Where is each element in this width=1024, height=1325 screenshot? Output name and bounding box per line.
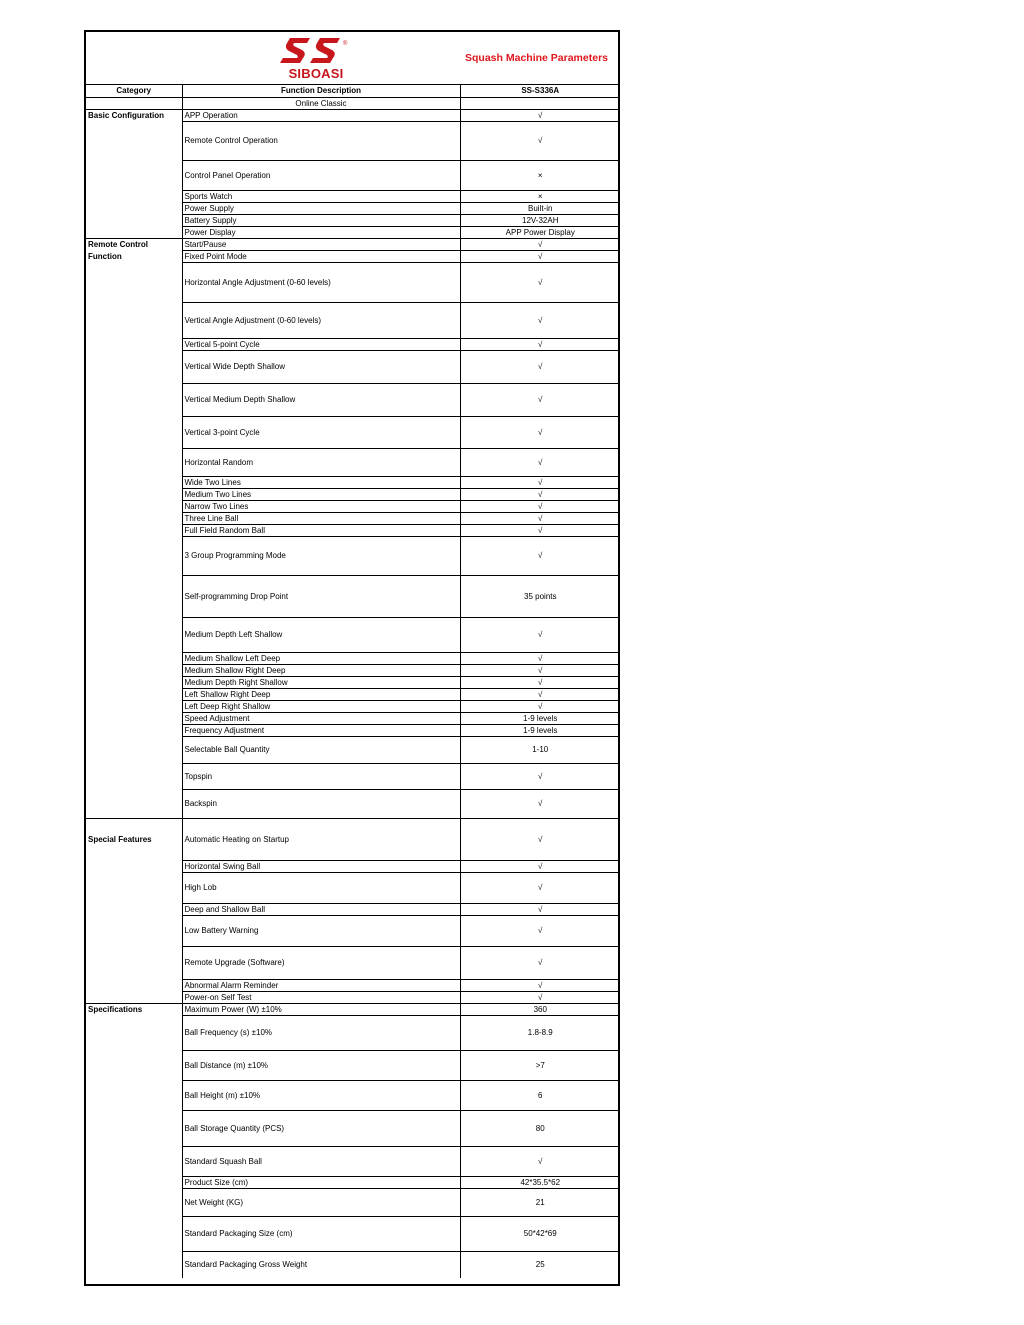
table-row — [86, 536, 620, 575]
category-cell: Specifications — [86, 1003, 182, 1015]
table-header-row — [86, 85, 620, 97]
function-cell: Ball Frequency (s) ±10% — [182, 1015, 460, 1050]
value-cell: √ — [460, 688, 620, 700]
table-row — [86, 476, 620, 488]
table-row — [86, 238, 620, 250]
value-cell: × — [460, 190, 620, 202]
function-cell: Online Classic — [182, 97, 460, 109]
table-row — [86, 617, 620, 652]
function-cell: Sports Watch — [182, 190, 460, 202]
category-cell — [86, 617, 182, 652]
table-row — [86, 872, 620, 903]
category-cell — [86, 915, 182, 946]
function-cell: Narrow Two Lines — [182, 500, 460, 512]
category-cell — [86, 202, 182, 214]
category-cell — [86, 121, 182, 160]
value-cell: √ — [460, 109, 620, 121]
table-row — [86, 488, 620, 500]
function-cell: Remote Control Operation — [182, 121, 460, 160]
category-cell: Function — [86, 250, 182, 262]
category-cell: Remote Control — [86, 238, 182, 250]
function-cell: Backspin — [182, 789, 460, 818]
function-cell: Maximum Power (W) ±10% — [182, 1003, 460, 1015]
table-row — [86, 712, 620, 724]
table-row — [86, 97, 620, 109]
value-cell: √ — [460, 488, 620, 500]
category-cell — [86, 575, 182, 617]
value-cell: 1.8-8.9 — [460, 1015, 620, 1050]
table-row — [86, 664, 620, 676]
value-cell: × — [460, 160, 620, 190]
table-row — [86, 226, 620, 238]
value-cell: √ — [460, 500, 620, 512]
value-cell: 1-9 levels — [460, 724, 620, 736]
value-cell: √ — [460, 979, 620, 991]
table-row — [86, 736, 620, 763]
function-cell: Horizontal Swing Ball — [182, 860, 460, 872]
category-cell — [86, 500, 182, 512]
function-cell: Fixed Point Mode — [182, 250, 460, 262]
value-cell: √ — [460, 524, 620, 536]
function-cell: Abnormal Alarm Reminder — [182, 979, 460, 991]
function-cell: Control Panel Operation — [182, 160, 460, 190]
category-cell — [86, 724, 182, 736]
function-cell: Wide Two Lines — [182, 476, 460, 488]
table-row — [86, 524, 620, 536]
table-row — [86, 1176, 620, 1188]
value-cell: √ — [460, 302, 620, 338]
table-row — [86, 724, 620, 736]
function-cell: Net Weight (KG) — [182, 1188, 460, 1216]
svg-text:®: ® — [343, 41, 348, 47]
value-cell: 25 — [460, 1251, 620, 1278]
value-cell: >7 — [460, 1050, 620, 1080]
table-row — [86, 214, 620, 226]
category-cell — [86, 512, 182, 524]
category-cell — [86, 524, 182, 536]
spec-sheet — [84, 30, 620, 1286]
value-cell: √ — [460, 121, 620, 160]
function-cell: Deep and Shallow Ball — [182, 903, 460, 915]
value-cell: √ — [460, 700, 620, 712]
table-row — [86, 500, 620, 512]
category-cell — [86, 789, 182, 818]
category-cell — [86, 860, 182, 872]
table-row — [86, 1216, 620, 1251]
category-cell — [86, 160, 182, 190]
function-cell: Power-on Self Test — [182, 991, 460, 1003]
table-row — [86, 915, 620, 946]
function-cell: Medium Depth Left Shallow — [182, 617, 460, 652]
table-row — [86, 160, 620, 190]
function-cell: Three Line Ball — [182, 512, 460, 524]
function-cell: Medium Two Lines — [182, 488, 460, 500]
function-cell: Product Size (cm) — [182, 1176, 460, 1188]
table-row — [86, 700, 620, 712]
table-body — [86, 97, 620, 1278]
value-cell: √ — [460, 350, 620, 383]
function-cell: Medium Depth Right Shallow — [182, 676, 460, 688]
table-row — [86, 338, 620, 350]
value-cell: √ — [460, 818, 620, 860]
function-cell: Self-programming Drop Point — [182, 575, 460, 617]
category-cell — [86, 190, 182, 202]
table-row — [86, 1050, 620, 1080]
value-cell: 42*35.5*62 — [460, 1176, 620, 1188]
value-cell: √ — [460, 652, 620, 664]
table-row — [86, 763, 620, 789]
function-cell: APP Operation — [182, 109, 460, 121]
value-cell: Built-in — [460, 202, 620, 214]
category-cell — [86, 97, 182, 109]
value-cell: √ — [460, 946, 620, 979]
category-cell — [86, 1146, 182, 1176]
function-cell: Horizontal Angle Adjustment (0-60 levels) — [182, 262, 460, 302]
table-row — [86, 1080, 620, 1110]
function-cell: Left Shallow Right Deep — [182, 688, 460, 700]
function-cell: Battery Supply — [182, 214, 460, 226]
sheet-header — [86, 32, 618, 85]
category-cell — [86, 302, 182, 338]
value-cell: √ — [460, 676, 620, 688]
category-cell: Special Features — [86, 818, 182, 860]
value-cell: APP Power Display — [460, 226, 620, 238]
table-row — [86, 512, 620, 524]
function-cell: Ball Distance (m) ±10% — [182, 1050, 460, 1080]
value-cell: 360 — [460, 1003, 620, 1015]
table-row — [86, 818, 620, 860]
function-cell: Vertical Angle Adjustment (0-60 levels) — [182, 302, 460, 338]
value-cell: √ — [460, 262, 620, 302]
value-cell: √ — [460, 789, 620, 818]
category-cell — [86, 946, 182, 979]
header-function: Function Description — [182, 85, 460, 97]
category-cell — [86, 1188, 182, 1216]
function-cell: Horizontal Random — [182, 448, 460, 476]
category-cell — [86, 979, 182, 991]
category-cell — [86, 1080, 182, 1110]
category-cell — [86, 1216, 182, 1251]
value-cell: 50*42*69 — [460, 1216, 620, 1251]
function-cell: Medium Shallow Right Deep — [182, 664, 460, 676]
function-cell: Start/Pause — [182, 238, 460, 250]
category-cell — [86, 476, 182, 488]
category-cell: Basic Configuration — [86, 109, 182, 121]
value-cell: √ — [460, 860, 620, 872]
table-row — [86, 109, 620, 121]
value-cell: √ — [460, 238, 620, 250]
header-category: Category — [86, 85, 182, 97]
table-row — [86, 575, 620, 617]
category-cell — [86, 536, 182, 575]
category-cell — [86, 383, 182, 416]
function-cell: Selectable Ball Quantity — [182, 736, 460, 763]
category-cell — [86, 214, 182, 226]
function-cell: Vertical 3-point Cycle — [182, 416, 460, 448]
function-cell: Power Display — [182, 226, 460, 238]
function-cell: 3 Group Programming Mode — [182, 536, 460, 575]
function-cell: Standard Packaging Size (cm) — [182, 1216, 460, 1251]
value-cell: 80 — [460, 1110, 620, 1146]
table-row — [86, 652, 620, 664]
value-cell: √ — [460, 617, 620, 652]
table-row — [86, 383, 620, 416]
category-cell — [86, 1050, 182, 1080]
category-cell — [86, 903, 182, 915]
category-cell — [86, 338, 182, 350]
value-cell: 1-10 — [460, 736, 620, 763]
function-cell: Low Battery Warning — [182, 915, 460, 946]
table-row — [86, 350, 620, 383]
category-cell — [86, 1015, 182, 1050]
category-cell — [86, 416, 182, 448]
function-cell: Ball Height (m) ±10% — [182, 1080, 460, 1110]
table-row — [86, 789, 620, 818]
category-cell — [86, 872, 182, 903]
category-cell — [86, 736, 182, 763]
value-cell: 1-9 levels — [460, 712, 620, 724]
table-row — [86, 448, 620, 476]
table-row — [86, 1188, 620, 1216]
function-cell: Frequency Adjustment — [182, 724, 460, 736]
value-cell: √ — [460, 250, 620, 262]
function-cell: Speed Adjustment — [182, 712, 460, 724]
value-cell: 21 — [460, 1188, 620, 1216]
value-cell: √ — [460, 763, 620, 789]
table-row — [86, 946, 620, 979]
value-cell: 35 points — [460, 575, 620, 617]
function-cell: High Lob — [182, 872, 460, 903]
table-row — [86, 416, 620, 448]
table-row — [86, 121, 620, 160]
function-cell: Left Deep Right Shallow — [182, 700, 460, 712]
value-cell: √ — [460, 915, 620, 946]
value-cell: 12V-32AH — [460, 214, 620, 226]
value-cell — [460, 97, 620, 109]
category-cell — [86, 664, 182, 676]
value-cell: √ — [460, 448, 620, 476]
category-cell — [86, 712, 182, 724]
function-cell: Standard Packaging Gross Weight — [182, 1251, 460, 1278]
category-cell — [86, 448, 182, 476]
value-cell: √ — [460, 383, 620, 416]
value-cell: √ — [460, 416, 620, 448]
value-cell: √ — [460, 903, 620, 915]
table-row — [86, 688, 620, 700]
category-cell — [86, 262, 182, 302]
value-cell: √ — [460, 512, 620, 524]
function-cell: Automatic Heating on Startup — [182, 818, 460, 860]
value-cell: √ — [460, 872, 620, 903]
table-row — [86, 1015, 620, 1050]
function-cell: Power Supply — [182, 202, 460, 214]
value-cell: √ — [460, 476, 620, 488]
function-cell: Topspin — [182, 763, 460, 789]
table-row — [86, 860, 620, 872]
table-row — [86, 1146, 620, 1176]
category-cell — [86, 700, 182, 712]
brand-name: SIBOASI — [288, 66, 344, 81]
function-cell: Standard Squash Ball — [182, 1146, 460, 1176]
parameters-table — [86, 85, 620, 1278]
category-cell — [86, 991, 182, 1003]
function-cell: Vertical Medium Depth Shallow — [182, 383, 460, 416]
category-cell — [86, 688, 182, 700]
table-row — [86, 302, 620, 338]
value-cell: √ — [460, 1146, 620, 1176]
page-title: Squash Machine Parameters — [465, 52, 608, 64]
category-cell — [86, 488, 182, 500]
table-row — [86, 991, 620, 1003]
category-cell — [86, 226, 182, 238]
ss-logo-icon — [276, 36, 356, 66]
value-cell: √ — [460, 664, 620, 676]
value-cell: √ — [460, 991, 620, 1003]
category-cell — [86, 1176, 182, 1188]
header-model: SS-S336A — [460, 85, 620, 97]
function-cell: Full Field Random Ball — [182, 524, 460, 536]
table-row — [86, 250, 620, 262]
table-row — [86, 190, 620, 202]
table-row — [86, 1110, 620, 1146]
category-cell — [86, 350, 182, 383]
table-row — [86, 262, 620, 302]
value-cell: √ — [460, 338, 620, 350]
table-row — [86, 1251, 620, 1278]
table-row — [86, 979, 620, 991]
function-cell: Vertical 5-point Cycle — [182, 338, 460, 350]
category-cell — [86, 1110, 182, 1146]
siboasi-logo — [276, 36, 356, 82]
category-cell — [86, 763, 182, 789]
function-cell: Medium Shallow Left Deep — [182, 652, 460, 664]
table-row — [86, 1003, 620, 1015]
category-cell — [86, 1251, 182, 1278]
table-row — [86, 202, 620, 214]
value-cell: 6 — [460, 1080, 620, 1110]
category-cell — [86, 652, 182, 664]
function-cell: Remote Upgrade (Software) — [182, 946, 460, 979]
function-cell: Vertical Wide Depth Shallow — [182, 350, 460, 383]
category-cell — [86, 676, 182, 688]
table-row — [86, 676, 620, 688]
function-cell: Ball Storage Quantity (PCS) — [182, 1110, 460, 1146]
value-cell: √ — [460, 536, 620, 575]
table-row — [86, 903, 620, 915]
